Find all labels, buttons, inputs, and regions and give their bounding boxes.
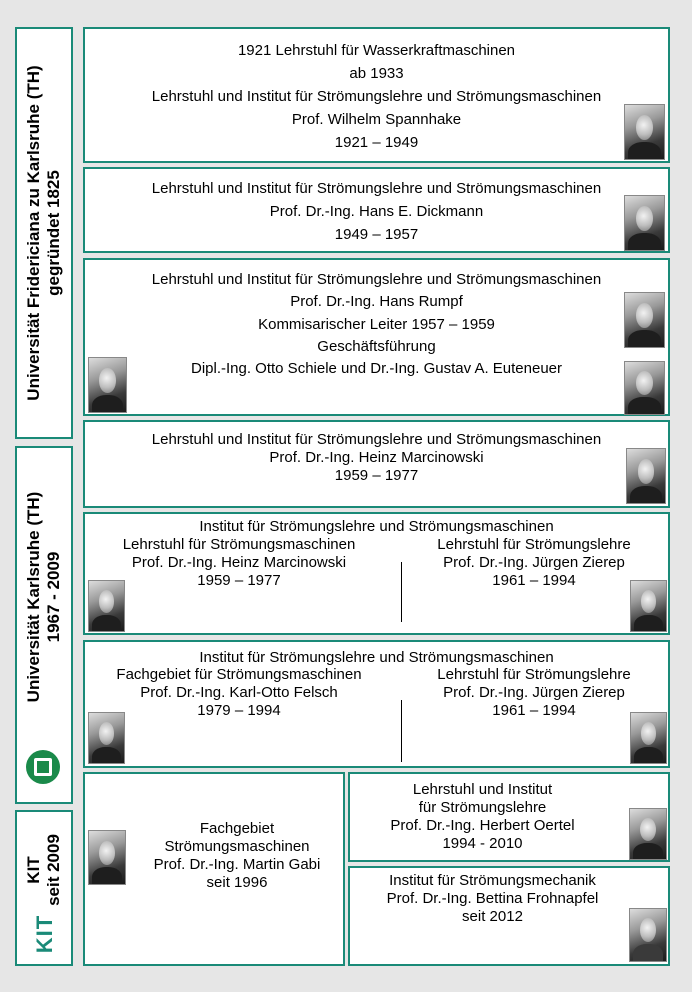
box3-line3: Kommisarischer Leiter 1957 – 1959 — [258, 316, 495, 333]
box4-line1: Lehrstuhl und Institut für Strömungslehre und Strömungsmaschinen — [151, 431, 602, 448]
portrait-schiele — [88, 357, 127, 413]
box4-line3: 1959 – 1977 — [334, 467, 419, 484]
box6-title: Institut für Strömungslehre und Strömungsmaschinen — [199, 649, 554, 666]
era-box-split-1979 — [83, 640, 670, 768]
box2-line2: Prof. Dr.-Ing. Hans E. Dickmann — [269, 203, 484, 220]
divider — [401, 700, 402, 762]
portrait-marcinowski — [626, 448, 666, 504]
box8-line2: für Strömungslehre — [418, 799, 547, 816]
box7-line1: Fachgebiet — [199, 820, 275, 837]
portrait-euteneuer — [624, 361, 665, 415]
box2-line1: Lehrstuhl und Institut für Strömungslehre und Strömungsmaschinen — [151, 180, 602, 197]
box5-left-line1: Lehrstuhl für Strömungsmaschinen — [122, 536, 356, 553]
box1-line5: 1921 – 1949 — [334, 134, 419, 151]
era-box-spannhake — [83, 27, 670, 163]
box4-line2: Prof. Dr.-Ing. Heinz Marcinowski — [269, 449, 484, 466]
divider — [401, 562, 402, 622]
box7-line2: Strömungsmaschinen — [164, 838, 310, 855]
portrait-rumpf — [624, 292, 665, 348]
box8-line1: Lehrstuhl und Institut — [412, 781, 553, 798]
box1-line3: Lehrstuhl und Institut für Strömungslehre und Strömungsmaschinen — [151, 88, 602, 105]
era-box-split-1961 — [83, 512, 670, 635]
era-box-marcinowski — [83, 420, 670, 508]
box3-line4: Geschäftsführung — [317, 338, 436, 355]
box1-line2: ab 1933 — [349, 65, 404, 82]
box7-line4: seit 1996 — [206, 874, 268, 891]
box9-line3: seit 2012 — [462, 908, 523, 925]
box6-right-line2: Prof. Dr.-Ing. Jürgen Zierep — [443, 684, 625, 701]
box3-line2: Prof. Dr.-Ing. Hans Rumpf — [290, 293, 463, 310]
box5-left-line3: 1959 – 1977 — [197, 572, 281, 589]
box6-right-line1: Lehrstuhl für Strömungslehre — [437, 666, 631, 683]
box6-left-line1: Fachgebiet für Strömungsmaschinen — [116, 666, 362, 683]
portrait-zierep-2 — [630, 712, 667, 764]
box5-left-line2: Prof. Dr.-Ing. Heinz Marcinowski — [131, 554, 347, 571]
portrait-zierep — [630, 580, 667, 632]
box9-line1: Institut für Strömungsmechanik — [389, 872, 596, 889]
kit-logo-icon: KIT — [32, 914, 57, 954]
university-seal-icon — [26, 750, 60, 784]
era-label-kit: KIT seit 2009 — [24, 833, 63, 906]
era-panel-kit — [15, 810, 73, 966]
box5-right-line1: Lehrstuhl für Strömungslehre — [437, 536, 631, 553]
portrait-oertel — [629, 808, 667, 860]
box2-line3: 1949 – 1957 — [334, 226, 419, 243]
era-label-fridericiana: Universität Fridericiana zu Karlsruhe (TH) gegründet 1825 — [24, 65, 63, 401]
box5-right-line3: 1961 – 1994 — [492, 572, 576, 589]
box7-line3: Prof. Dr.-Ing. Martin Gabi — [153, 856, 321, 873]
era-box-oertel — [348, 772, 670, 862]
era-label-karlsruhe: Universität Karlsruhe (TH) 1967 - 2009 — [24, 491, 63, 703]
era-box-gabi — [83, 772, 345, 966]
portrait-dickmann — [624, 195, 665, 251]
box6-left-line3: 1979 – 1994 — [197, 702, 281, 719]
portrait-spannhake — [624, 104, 665, 160]
portrait-felsch — [88, 712, 125, 764]
box8-line4: 1994 - 2010 — [442, 835, 523, 852]
box8-line3: Prof. Dr.-Ing. Herbert Oertel — [390, 817, 575, 834]
portrait-gabi — [88, 830, 126, 885]
era-box-frohnapfel — [348, 866, 670, 966]
box3-line5: Dipl.-Ing. Otto Schiele und Dr.-Ing. Gustav A. Euteneuer — [190, 360, 563, 377]
era-box-rumpf — [83, 258, 670, 416]
era-panel-karlsruhe — [15, 446, 73, 804]
portrait-frohnapfel — [629, 908, 667, 962]
era-box-dickmann — [83, 167, 670, 253]
box9-line2: Prof. Dr.-Ing. Bettina Frohnapfel — [386, 890, 599, 907]
box6-left-line2: Prof. Dr.-Ing. Karl-Otto Felsch — [140, 684, 338, 701]
box1-line4: Prof. Wilhelm Spannhake — [291, 111, 462, 128]
box5-title: Institut für Strömungslehre und Strömungsmaschinen — [199, 518, 554, 535]
box6-right-line3: 1961 – 1994 — [492, 702, 576, 719]
box5-right-line2: Prof. Dr.-Ing. Jürgen Zierep — [443, 554, 625, 571]
box1-line1: 1921 Lehrstuhl für Wasserkraftmaschinen — [237, 42, 516, 59]
box3-line1: Lehrstuhl und Institut für Strömungslehre und Strömungsmaschinen — [151, 271, 602, 288]
portrait-marcinowski-2 — [88, 580, 125, 632]
era-panel-fridericiana — [15, 27, 73, 439]
